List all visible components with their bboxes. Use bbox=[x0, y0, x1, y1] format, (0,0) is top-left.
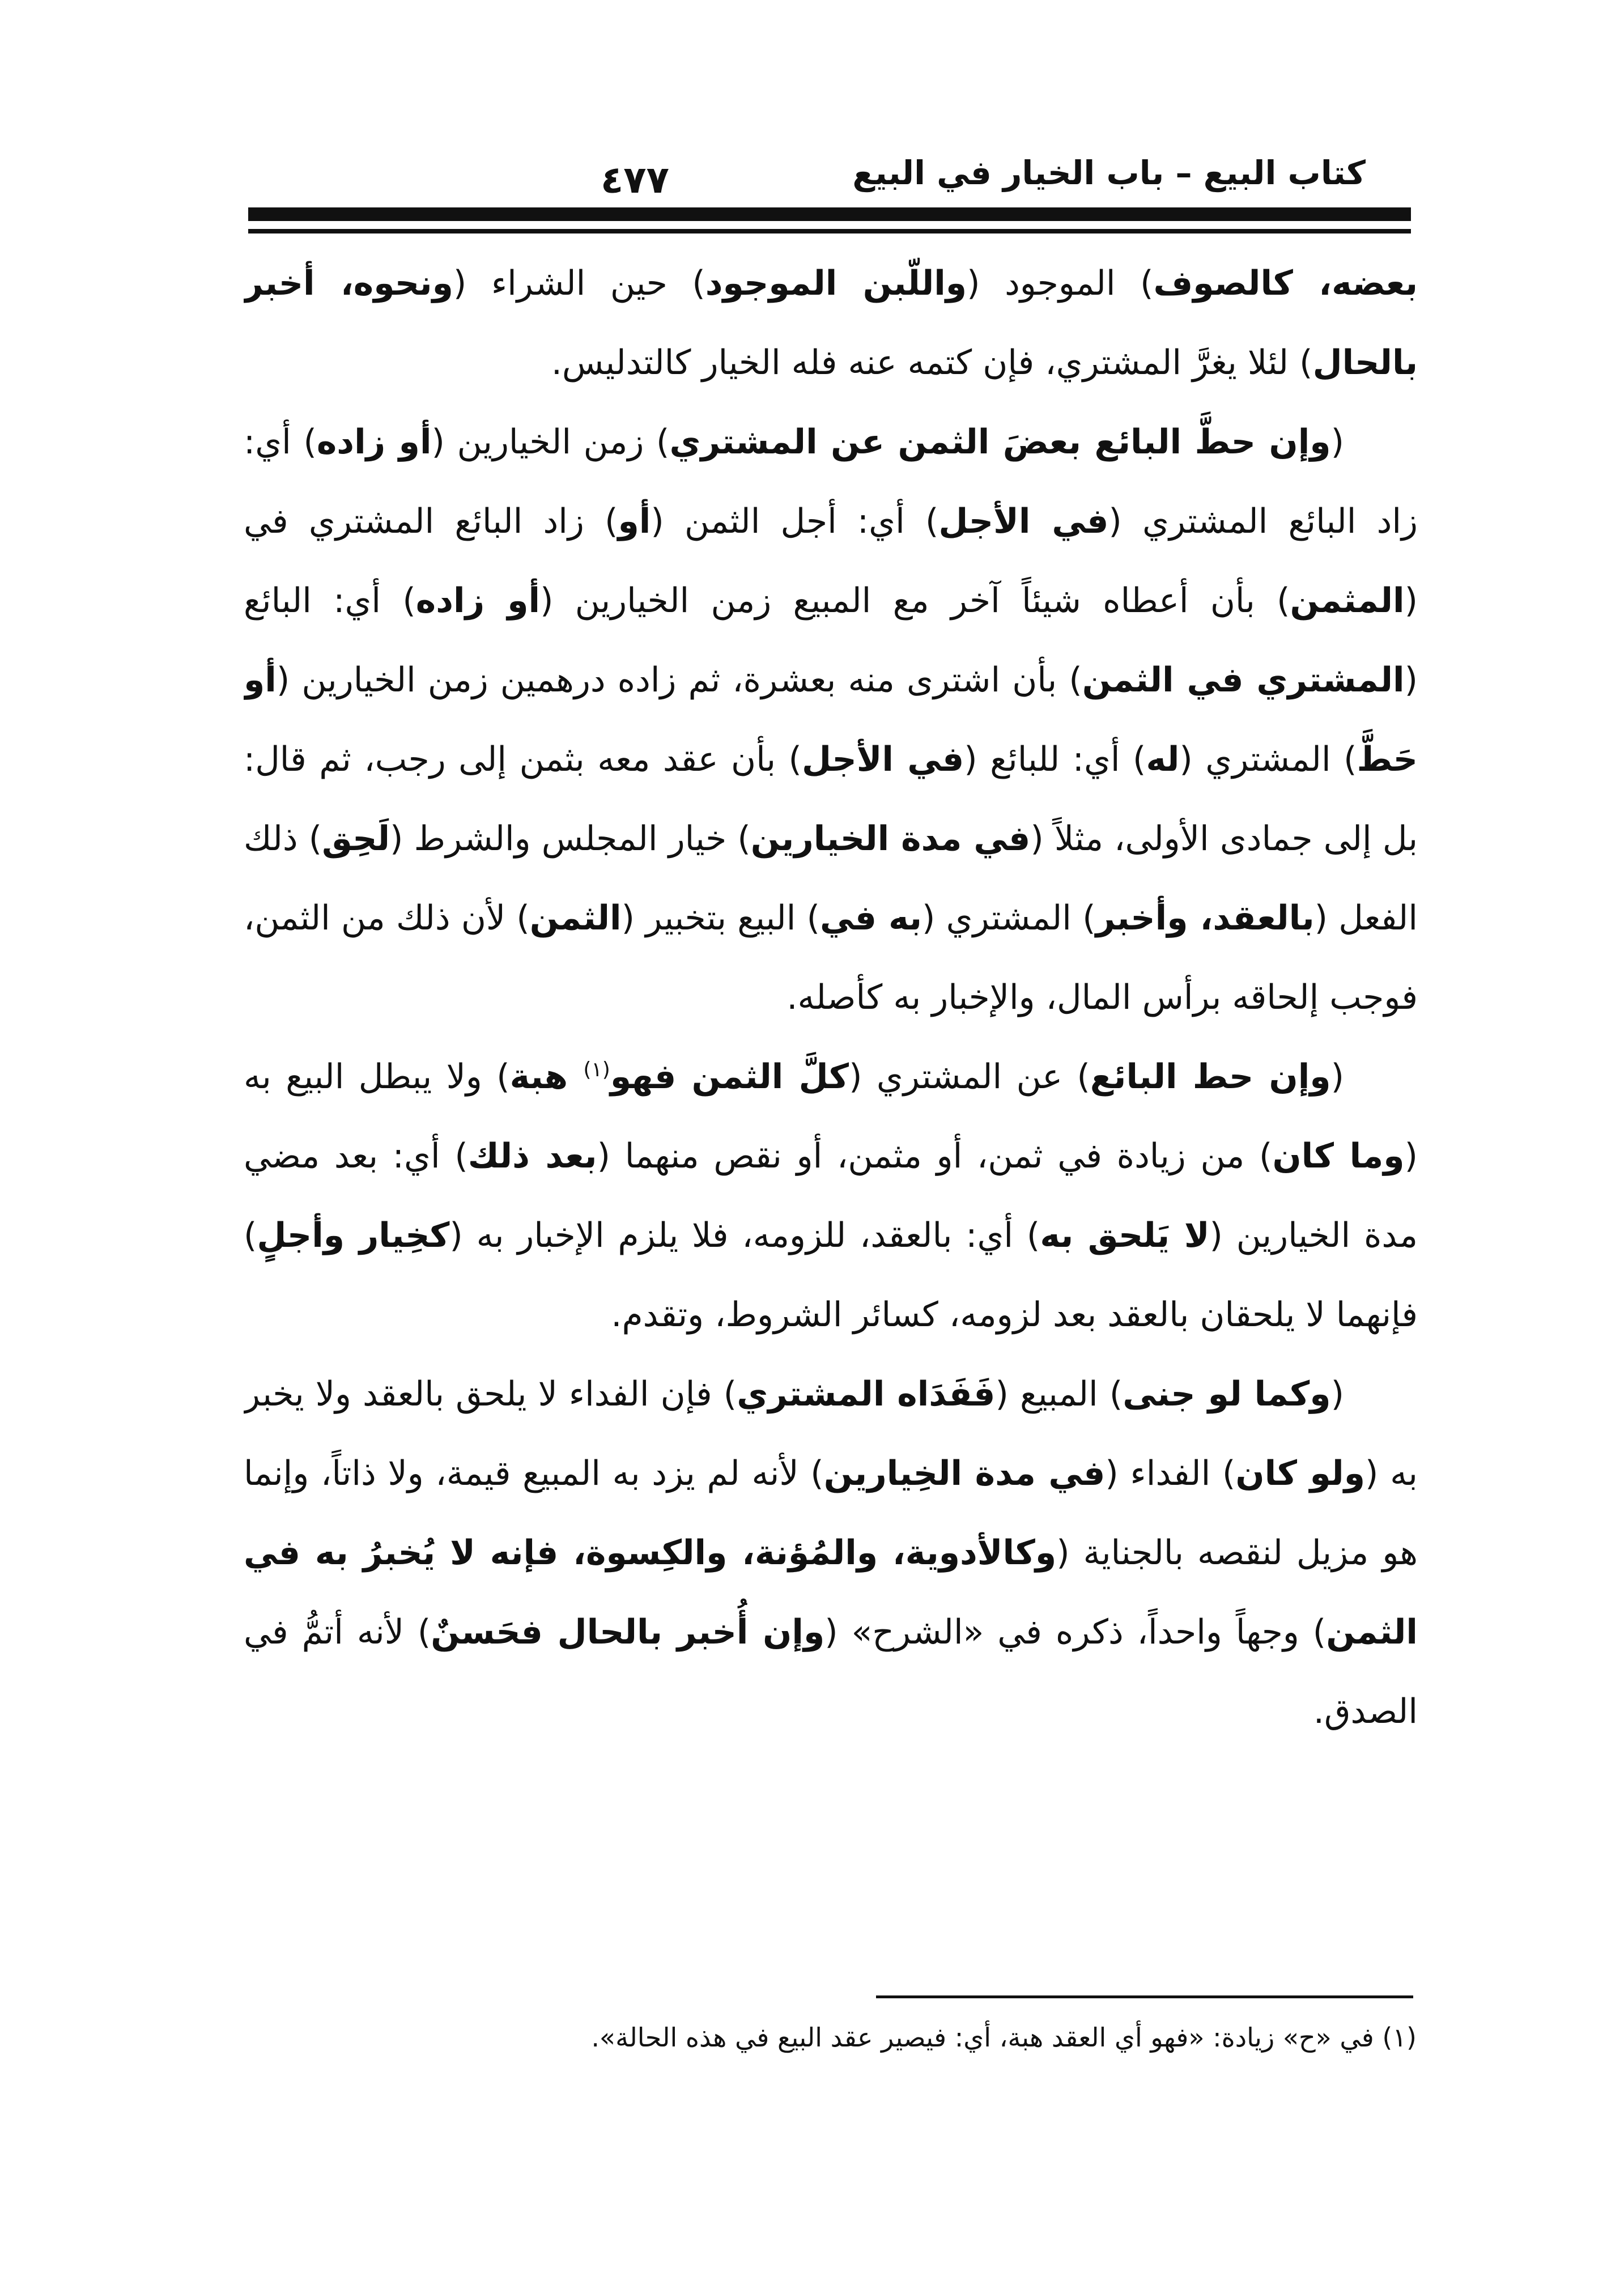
sharh-text: ) زاد البائع المشتري في ( bbox=[244, 502, 1418, 621]
sharh-text: ) من زيادة في ثمن، أو مثمن، أو نقص منهما ( bbox=[597, 1136, 1273, 1176]
paragraph bbox=[244, 244, 1418, 402]
footnote-reference: (١) bbox=[583, 1058, 610, 1081]
footnote-separator bbox=[876, 1995, 1413, 1998]
matn-text: ولو كان bbox=[1235, 1454, 1365, 1493]
sharh-text: ( bbox=[1330, 422, 1344, 462]
sharh-text: ) ذلك الفعل ( bbox=[244, 819, 1418, 938]
matn-text: له bbox=[1146, 740, 1180, 779]
main-text bbox=[244, 244, 1418, 1961]
sharh-text: ) بأن اشترى منه بعشرة، ثم زاده درهمين زمن الخيارين ( bbox=[276, 660, 1082, 700]
sharh-text: ) أي: زاد البائع المشتري ( bbox=[244, 422, 1418, 541]
header-rule-thick bbox=[248, 207, 1411, 221]
sharh-text: ) خيار المجلس والشرط ( bbox=[390, 819, 751, 859]
matn-text: المشتري في الثمن bbox=[1082, 660, 1405, 700]
sharh-text: ) ولا يبطل البيع به ( bbox=[244, 1057, 1418, 1176]
sharh-text: ) فإنهما لا يلحقان بالعقد بعد لزومه، كسائر الشروط، وتقدم. bbox=[244, 1216, 1418, 1335]
matn-text: واللّبن الموجود bbox=[705, 264, 967, 303]
sharh-text: ) أي: بالعقد، للزومه، فلا يلزم الإخبار به ( bbox=[449, 1216, 1040, 1255]
matn-text: بعضه، كالصوف bbox=[1153, 264, 1418, 303]
matn-text: ونحوه، أخبر بالحال bbox=[244, 264, 1418, 383]
matn-text: هبة bbox=[509, 1057, 584, 1097]
sharh-text: ) وجهاً واحداً، ذكره في «الشرح» ( bbox=[824, 1612, 1327, 1652]
sharh-text: ) البيع بتخبير ( bbox=[621, 898, 820, 938]
sharh-text: ) المشتري ( bbox=[921, 898, 1096, 938]
matn-text: في مدة الخِيارين bbox=[823, 1454, 1106, 1493]
sharh-text: ) أي: أجل الثمن ( bbox=[651, 502, 939, 541]
matn-text: أو bbox=[618, 502, 651, 541]
sharh-text: ) أي: بعد مضي مدة الخيارين ( bbox=[244, 1136, 1418, 1255]
sharh-text: ) المبيع ( bbox=[995, 1374, 1123, 1414]
sharh-text: ) حين الشراء ( bbox=[453, 264, 705, 303]
matn-text: في الأجل bbox=[801, 740, 964, 779]
sharh-text: ) أي: للبائع ( bbox=[964, 740, 1146, 779]
sharh-text: ) بأن عقد معه بثمن إلى رجب، ثم قال: بل إلى جمادى الأولى، مثلاً ( bbox=[244, 740, 1418, 859]
matn-text: وما كان bbox=[1272, 1136, 1405, 1176]
matn-text: في مدة الخيارين bbox=[750, 819, 1031, 859]
matn-text: وإن حطَّ البائع بعضَ الثمن عن المشتري bbox=[669, 422, 1331, 462]
sharh-text: ) لأنه أتمُّ في الصدق. bbox=[244, 1612, 1418, 1731]
matn-text: الثمن bbox=[529, 898, 622, 938]
sharh-text: ) عن المشتري ( bbox=[849, 1057, 1090, 1097]
paragraph bbox=[244, 1037, 1418, 1354]
footnote: (١) في «ح» زيادة: «فهو أي العقد هبة، أي: فيصير عقد البيع في هذه الحالة». bbox=[591, 2022, 1417, 2053]
matn-text: أو حَطَّ bbox=[244, 660, 1418, 779]
sharh-text: ) زمن الخيارين ( bbox=[431, 422, 670, 462]
matn-text: كلَّ الثمن فهو bbox=[610, 1057, 849, 1097]
page-number: ٤٧٧ bbox=[601, 158, 669, 202]
matn-text: بالعقد، وأخبر bbox=[1095, 898, 1315, 938]
header-rule-thin bbox=[248, 229, 1411, 233]
matn-text: في الأجل bbox=[938, 502, 1109, 541]
sharh-text: ) أي: البائع ( bbox=[244, 581, 1418, 700]
matn-text: وكالأدوية، والمُؤنة، والكِسوة، فإنه لا يُخبرُ به في الثمن bbox=[244, 1533, 1418, 1652]
sharh-text: ) فإن الفداء لا يلحق بالعقد ولا يخبر به ( bbox=[244, 1374, 1418, 1493]
sharh-text: ) بأن أعطاه شيئاً آخر مع المبيع زمن الخيارين ( bbox=[540, 581, 1290, 621]
matn-text: بعد ذلك bbox=[467, 1136, 597, 1176]
paragraph bbox=[244, 402, 1418, 1037]
sharh-text: ) المشتري ( bbox=[1179, 740, 1357, 779]
matn-text: وإن حط البائع bbox=[1090, 1057, 1331, 1097]
sharh-text: ( bbox=[1330, 1057, 1344, 1097]
sharh-text: ) لأنه لم يزد به المبيع قيمة، ولا ذاتاً، وإنما هو مزيل لنقصه بالجناية ( bbox=[244, 1454, 1418, 1573]
matn-text: وكما لو جنى bbox=[1123, 1374, 1331, 1414]
sharh-text: ) لأن ذلك من الثمن، فوجب إلحاقه برأس المال، والإخبار به كأصله. bbox=[244, 898, 1418, 1017]
sharh-text: ) الموجود ( bbox=[967, 264, 1154, 303]
running-title: كتاب البيع – باب الخيار في البيع bbox=[852, 154, 1366, 192]
matn-text: فَفَدَاه المشتري bbox=[737, 1374, 996, 1414]
matn-text: أو زاده bbox=[316, 422, 432, 462]
paragraph bbox=[244, 1354, 1418, 1751]
matn-text: المثمن bbox=[1290, 581, 1405, 621]
sharh-text: ( bbox=[1330, 1374, 1345, 1414]
matn-text: كخِيار وأجلٍ bbox=[257, 1216, 450, 1255]
sharh-text: ) الفداء ( bbox=[1105, 1454, 1236, 1493]
matn-text: وإن أُخبر بالحال فحَسنٌ bbox=[431, 1612, 825, 1652]
matn-text: لَحِق bbox=[322, 819, 390, 859]
matn-text: به في bbox=[820, 898, 922, 938]
matn-text: أو زاده bbox=[415, 581, 541, 621]
matn-text: لا يَلحق به bbox=[1040, 1216, 1210, 1255]
sharh-text: ) لئلا يغرَّ المشتري، فإن كتمه عنه فله الخيار كالتدليس. bbox=[551, 343, 1313, 383]
